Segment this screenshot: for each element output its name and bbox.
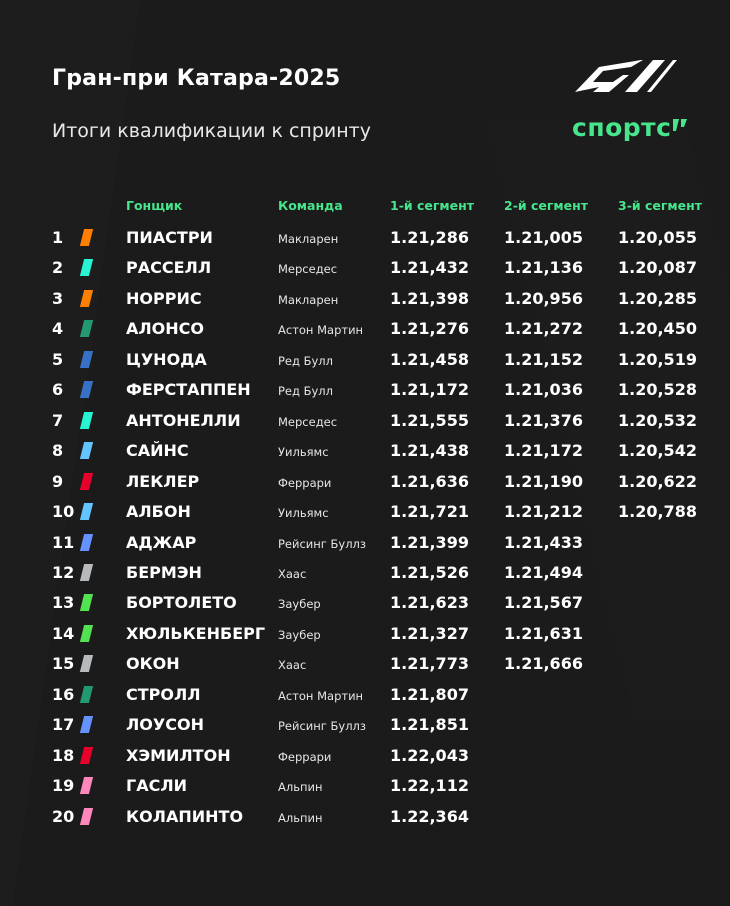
position-number: 4 [52, 319, 64, 339]
driver-name: ГАСЛИ [126, 776, 187, 796]
table-row [0, 620, 730, 650]
page-title: Гран-при Катара-2025 [52, 66, 341, 91]
position-number: 14 [52, 623, 75, 643]
table-row [0, 285, 730, 315]
driver-name: ОКОН [126, 654, 180, 674]
header-segment-2: 2-й сегмент [504, 198, 588, 213]
team-name: Хаас [278, 566, 307, 581]
position-number: 9 [52, 471, 64, 491]
driver-name: АНТОНЕЛЛИ [126, 410, 241, 430]
team-name: Феррари [278, 749, 332, 764]
driver-name: АЛБОН [126, 502, 191, 522]
segment-3-time: 1.20,519 [618, 349, 697, 369]
segment-2-time: 1.21,136 [504, 258, 583, 278]
driver-name: АДЖАР [126, 532, 197, 552]
team-name: Заубер [278, 597, 321, 612]
segment-3-time: 1.20,285 [618, 288, 697, 308]
team-color-flag [80, 808, 93, 825]
position-number: 18 [52, 745, 75, 765]
segment-3-time: 1.20,622 [618, 471, 697, 491]
team-name: Ред Булл [278, 384, 334, 399]
driver-name: БОРТОЛЕТО [126, 593, 237, 613]
position-number: 8 [52, 441, 64, 461]
segment-2-time: 1.21,666 [504, 654, 583, 674]
position-number: 6 [52, 380, 64, 400]
team-name: Макларен [278, 292, 339, 307]
segment-2-time: 1.21,172 [504, 441, 583, 461]
position-number: 16 [52, 684, 75, 704]
header-segment-3: 3-й сегмент [618, 198, 702, 213]
team-color-flag [80, 686, 93, 703]
team-name: Мерседес [278, 262, 338, 277]
team-name: Макларен [278, 232, 339, 246]
driver-name: ЦУНОДА [126, 349, 207, 369]
driver-name: ЛОУСОН [126, 715, 204, 735]
sports-logo-mark-icon [673, 119, 687, 131]
team-name: Рейсинг Буллз [278, 719, 367, 734]
table-row [0, 315, 730, 345]
position-number: 1 [52, 228, 64, 247]
table-row [0, 650, 730, 680]
header-driver: Гонщик [126, 198, 183, 213]
segment-1-time: 1.21,438 [390, 441, 469, 461]
position-number: 19 [52, 776, 75, 796]
segment-1-time: 1.22,043 [390, 745, 469, 765]
team-name: Астон Мартин [278, 688, 364, 703]
segment-1-time: 1.21,807 [390, 684, 469, 704]
segment-2-time: 1.21,272 [504, 319, 583, 339]
team-name: Мерседес [278, 414, 338, 429]
segment-1-time: 1.22,112 [390, 776, 469, 796]
table-row [0, 346, 730, 376]
position-number: 11 [52, 532, 75, 552]
segment-3-time: 1.20,528 [618, 380, 697, 400]
position-number: 2 [52, 258, 64, 278]
driver-name: БЕРМЭН [126, 562, 202, 582]
table-row [0, 437, 730, 467]
page-subtitle: Итоги квалификации к спринту [52, 120, 371, 142]
team-name: Альпин [278, 780, 323, 795]
segment-1-time: 1.21,276 [390, 319, 469, 339]
segment-3-time: 1.20,542 [618, 441, 697, 461]
table-row [0, 711, 730, 741]
segment-1-time: 1.22,364 [390, 806, 469, 826]
team-color-flag [80, 503, 93, 520]
position-number: 20 [52, 806, 75, 826]
segment-1-time: 1.21,327 [390, 623, 469, 643]
segment-2-time: 1.21,036 [504, 380, 583, 400]
team-color-flag [80, 747, 93, 764]
sports-logo: спортс [572, 113, 672, 142]
position-number: 10 [52, 502, 75, 522]
table-row [0, 803, 730, 833]
team-color-flag [80, 655, 93, 672]
team-color-flag [80, 351, 93, 368]
table-row [0, 498, 730, 528]
team-name: Альпин [278, 810, 323, 825]
segment-1-time: 1.21,432 [390, 258, 469, 278]
team-name: Хаас [278, 658, 307, 673]
segment-1-time: 1.21,773 [390, 654, 469, 674]
segment-1-time: 1.21,398 [390, 288, 469, 308]
segment-2-time: 1.21,433 [504, 532, 583, 552]
table-row [0, 529, 730, 559]
driver-name: КОЛАПИНТО [126, 806, 244, 826]
team-color-flag [80, 381, 93, 398]
segment-1-time: 1.21,286 [390, 228, 469, 247]
segment-2-time: 1.21,152 [504, 349, 583, 369]
team-color-flag [80, 290, 93, 307]
driver-name: ПИАСТРИ [126, 228, 213, 247]
driver-name: САЙНС [126, 441, 189, 461]
segment-1-time: 1.21,458 [390, 349, 469, 369]
segment-2-time: 1.21,376 [504, 410, 583, 430]
table-row [0, 224, 730, 254]
table-row [0, 589, 730, 619]
driver-name: ЛЕКЛЕР [126, 471, 200, 491]
table-row [0, 772, 730, 802]
team-name: Уильямс [278, 506, 329, 521]
team-color-flag [80, 442, 93, 459]
position-number: 17 [52, 715, 75, 735]
table-row [0, 559, 730, 589]
table-row [0, 468, 730, 498]
driver-name: ФЕРСТАППЕН [126, 380, 251, 400]
team-color-flag [80, 229, 93, 246]
segment-1-time: 1.21,526 [390, 562, 469, 582]
position-number: 7 [52, 410, 64, 430]
segment-3-time: 1.20,055 [618, 228, 697, 247]
team-color-flag [80, 625, 93, 642]
f1-logo-icon [573, 60, 678, 92]
position-number: 15 [52, 654, 75, 674]
team-color-flag [80, 594, 93, 611]
position-number: 3 [52, 288, 64, 308]
team-color-flag [80, 777, 93, 794]
segment-1-time: 1.21,623 [390, 593, 469, 613]
header-team: Команда [278, 198, 343, 213]
driver-name: СТРОЛЛ [126, 684, 201, 704]
team-color-flag [80, 320, 93, 337]
team-name: Феррари [278, 475, 332, 490]
driver-name: НОРРИС [126, 288, 202, 308]
segment-2-time: 1.21,494 [504, 562, 583, 582]
team-color-flag [80, 534, 93, 551]
team-color-flag [80, 716, 93, 733]
segment-1-time: 1.21,721 [390, 502, 469, 522]
segment-2-time: 1.21,212 [504, 502, 583, 522]
table-row [0, 254, 730, 284]
team-name: Заубер [278, 627, 321, 642]
segment-3-time: 1.20,788 [618, 502, 697, 522]
position-number: 5 [52, 349, 64, 369]
segment-1-time: 1.21,851 [390, 715, 469, 735]
driver-name: РАССЕЛЛ [126, 258, 212, 278]
driver-name: ХЮЛЬКЕНБЕРГ [126, 623, 266, 643]
team-name: Рейсинг Буллз [278, 536, 367, 551]
segment-3-time: 1.20,450 [618, 319, 697, 339]
team-color-flag [80, 473, 93, 490]
segment-3-time: 1.20,087 [618, 258, 697, 278]
driver-name: ХЭМИЛТОН [126, 745, 231, 765]
segment-1-time: 1.21,399 [390, 532, 469, 552]
table-row [0, 742, 730, 772]
team-color-flag [80, 412, 93, 429]
team-color-flag [80, 564, 93, 581]
team-name: Уильямс [278, 445, 329, 460]
segment-2-time: 1.21,005 [504, 228, 583, 247]
segment-1-time: 1.21,636 [390, 471, 469, 491]
driver-name: АЛОНСО [126, 319, 205, 339]
segment-1-time: 1.21,555 [390, 410, 469, 430]
segment-1-time: 1.21,172 [390, 380, 469, 400]
team-name: Астон Мартин [278, 323, 364, 338]
segment-2-time: 1.21,567 [504, 593, 583, 613]
position-number: 13 [52, 593, 75, 613]
table-row [0, 681, 730, 711]
table-row [0, 376, 730, 406]
team-name: Ред Булл [278, 353, 334, 368]
segment-2-time: 1.20,956 [504, 288, 583, 308]
segment-2-time: 1.21,190 [504, 471, 583, 491]
team-color-flag [80, 259, 93, 276]
table-row [0, 407, 730, 437]
segment-3-time: 1.20,532 [618, 410, 697, 430]
position-number: 12 [52, 562, 75, 582]
header-segment-1: 1-й сегмент [390, 198, 474, 213]
segment-2-time: 1.21,631 [504, 623, 583, 643]
